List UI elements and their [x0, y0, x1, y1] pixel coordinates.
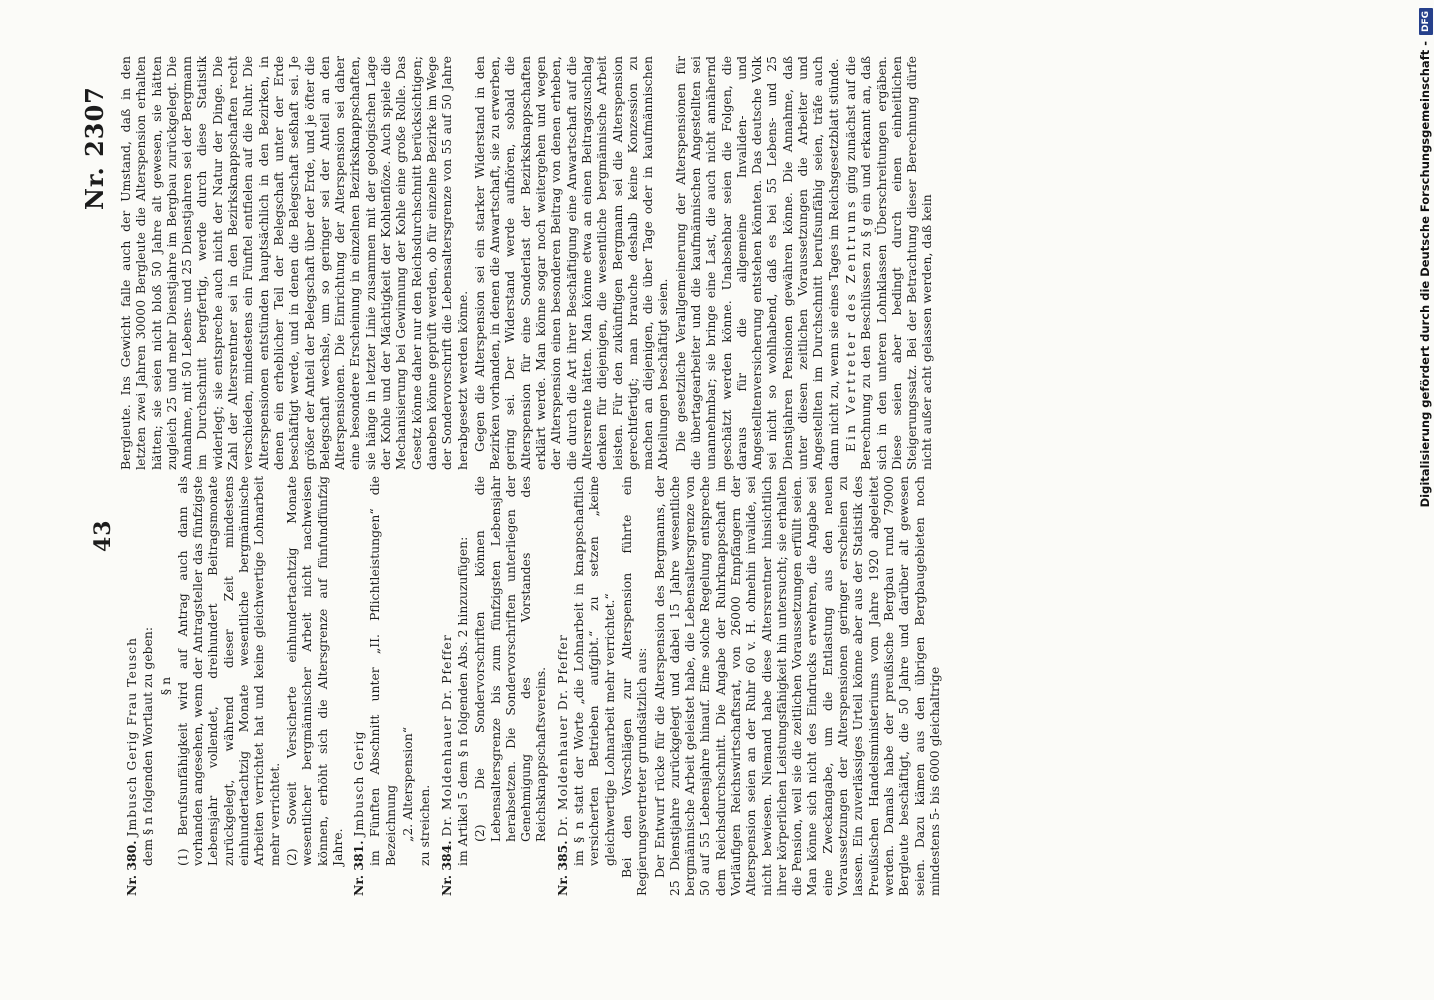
body-paragraph: Gegen die Alterspension sei ein starker Widerstand in den Bezirken vorhanden, in denen die Anwartschaft, sie zu erwerben, gering sei. Der Widerstand werde aufhören, sobald die Alterspension für eine Sonderlast der Bezirksknappschaften erklärt werde. Man könne sogar noch weitergehen und wegen der Alterspension einen besonderen Beitrag von denen erheben, die durch die Art ihrer Beschäftigung eine Anwartschaft auf die Altersrente hätten. Man könne etwa an einen Beitragszuschlag denken für diejenigen, die wesentliche bergmännische Arbeit leisten. Für den zukünftigen Bergmann sei die Alterspension gerechtfertigt; man brauche deshalb keine Konzession zu machen an diejenigen, die über Tage oder in kaufmännischen Abteilungen beschäftigt seien.	[471, 56, 671, 470]
motion-text: (2) Die Sondervorschriften können die Lebensaltersgrenze bis zum fünfzigsten Lebensjahr herabsetzen. Die Sondervorschriften unterliegen der Genehmigung des Vorstandes des Reichsknappschaftsvereins.	[472, 476, 549, 842]
digitization-note	[1412, 8, 1432, 988]
motion-authors: Dr. Moldenhauer Dr. Pfeffer	[438, 634, 454, 837]
motion-381-heading	[351, 476, 366, 896]
motion-385-heading	[555, 476, 570, 896]
motion-number: Nr. 380.	[124, 840, 139, 896]
speaker-name: Ein Vertreter des Zentrums	[842, 198, 858, 452]
body-paragraph: Bergleute. Ins Gewicht falle auch der Umstand, daß in den letzten zwei Jahren 30000 Bergleute die Alterspension erhalten hätten; sie seien nicht bloß 50 Jahre alt gewesen, sie hätten zugleich 25 und mehr Dienstjahre im Bergbau zurückgelegt. Die Annahme, mit 50 Lebens- und 25 Dienstjahren sei der Bergmann im Durchschnitt bergfertig, werde durch diese Statistik widerlegt; sie entspreche auch nicht der Natur der Dinge. Die Zahl der Altersrentner sei in den Bezirksknappschaften recht verschieden, mindestens ein Fünftel entfielen auf die Ruhr. Die Alterspensionen entstünden hauptsächlich in den Bezirken, in denen ein erheblicher Teil der Belegschaft unter der Erde beschäftigt werde, und in denen die Belegschaft seßhaft sei. Je größer der Anteil der Belegschaft über der Erde, und je öfter die Belegschaft wechsle, um so geringer sei der Anteil an den Alterspensionen. Die Einrichtung der Alterspension sei daher eine besondere Erscheinung in einzelnen Bezirksknappschaften, sie hänge in letzter Linie zusammen mit der geologischen Lage der Kohle und der Mächtigkeit der Kohlenflöze. Auch spiele die Mechanisierung bei Gewinnung der Kohle eine große Rolle. Das Gesetz könne daher nur den Reichsdurchschnitt berücksichtigen; daneben könne geprüft werden, ob für einzelne Bezirke im Wege der Sondervorschrift die Lebensaltersgrenze von 55 auf 50 Jahre herabgesetzt werden könne.	[118, 56, 470, 470]
motion-authors: Jmbusch Gerig	[351, 730, 367, 837]
paragraph-sign: § n	[157, 676, 173, 696]
motion-intro: dem § n folgenden Wortlaut zu geben:	[140, 626, 156, 866]
digitization-note-text	[1416, 8, 1434, 988]
motion-text: (2) Soweit Versicherte einhundertachtzig Monate wesentlicher bergmännischer Arbeit nicht nachweisen können, erhöht sich die Altersgrenze auf fünfundfünfzig Jahre.	[283, 476, 345, 866]
speaker-text: ging zunächst auf die Berechnung zu den Beschlüssen zu § g ein und erkannt an, daß sich in den unteren Lohnklassen Überschreitungen ergäben. Diese seien aber bedingt durch einen einheitlichen Steigerungssatz. Bei der Betrachtung dieser Berechnung dürfe nicht außer acht gelassen werden, daß kein	[842, 56, 935, 470]
motion-authors: Jmbusch Gerig Frau Teusch	[124, 636, 139, 837]
motion-384-heading	[439, 476, 454, 896]
motion-text: (1) Berufsunfähigkeit wird auf Antrag auch dann als vorhanden angesehen, wenn der Antragsteller das fünfzigste Lebensjahr vollendet, dreihundert Beitragsmonate zurückgelegt, während dieser Zeit mindestens einhundertachtzig Monate wesentliche bergmännische Arbeiten verrichtet hat und keine gleichwertige Lohnarbeit mehr verrichtet.	[174, 476, 282, 866]
left-column	[118, 476, 1288, 896]
right-column	[118, 56, 1288, 470]
motion-intro: im Fünften Abschnitt unter „II. Pflichtleistungen“ die Bezeichnung	[367, 476, 398, 866]
motion-authors: Dr. Moldenhauer Dr. Pfeffer	[554, 634, 570, 837]
body-paragraph: Bei den Vorschlägen zur Alterspension führte ein Regierungsvertreter grundsätzlich aus:	[618, 476, 650, 896]
motion-end: zu streichen.	[417, 784, 433, 866]
funding-credit: Digitalisierung gefördert durch die Deutsche Forschungsgemeinschaft -	[1418, 41, 1432, 508]
motion-text: im § n statt der Worte „die Lohnarbeit in knappschaftlich versicherten Betrieben aufgibt.“ zu setzen „keine gleichwertige Lohnarbeit mehr verrichtet.“	[571, 476, 617, 866]
body-paragraph: Der Entwurf rücke für die Alterspension des Bergmanns, der 25 Dienstjahre zurückgelegt und dabei 15 Jahre wesentliche bergmännische Arbeit geleistet habe, die Lebensaltersgrenze von 50 auf 55 Lebensjahre hinauf. Eine solche Regelung entspreche dem Reichsdurchschnitt. Die Angabe der Ruhrknappschaft im Vorläufigen Reichswirtschaftsrat, von 26000 Empfängern der Alterspension seien an der Ruhr 60 v. H. ohnehin invalide, sei nicht bewiesen. Niemand habe diese Altersrentner hinsichtlich ihrer körperlichen Leistungsfähigkeit hin untersucht; sie erhalten die Pension, weil sie die zeitlichen Voraussetzungen erfüllt seien. Man könne sich nicht des Eindrucks erwehren, die Angabe sei eine Zweckangabe, um die Entlastung aus den neuen Voraussetzungen der Alterspensionen geringer erscheinen zu lassen. Ein zuverlässiges Urteil könne aber aus der Statistik des Preußischen Handelsministeriums vom Jahre 1920 abgeleitet werden. Damals habe der preußische Bergbau rund 79000 Bergleute beschäftigt, die 50 Jahre und darüber alt gewesen seien. Dazu kämen aus den übrigen Bergbaugebieten noch mindestens 5- bis 6000 gleichaltrige	[651, 476, 942, 896]
motion-quote: „2. Alterspension“	[400, 726, 416, 842]
dfg-logo: DFG	[1419, 8, 1433, 35]
page-number-left: 43	[90, 519, 116, 552]
motion-number: Nr. 381.	[351, 840, 367, 896]
body-paragraph	[843, 56, 935, 470]
motion-number: Nr. 385.	[554, 840, 570, 896]
motion-number: Nr. 384.	[438, 840, 454, 896]
body-paragraph: Die gesetzliche Verallgemeinerung der Alterspensionen für die übertagearbeiter und die kaufmännischen Angestellten sei unannehmbar; sie bringe eine Last, die auch nicht annähernd geschätzt werden könne. Unabsehbar seien die Folgen, die daraus für die allgemeine Invaliden- und Angestelltenversicherung entstehen könnten. Das deutsche Volk sei nicht so wohlhabend, daß es bei 55 Lebens- und 25 Dienstjahren Pensionen gewähren könne. Die Annahme, daß unter diesen zeitlichen Voraussetzungen die Arbeiter und Angestellten im Durchschnitt berufsunfähig seien, träfe auch dann nicht zu, wenn sie eines Tages im Reichsgesetzblatt stünde.	[672, 56, 841, 470]
page-number-right: Nr. 2307	[80, 86, 109, 210]
motion-intro: im Artikel 5 dem § n folgenden Abs. 2 hinzuzufügen:	[454, 536, 470, 866]
motion-380-heading	[124, 476, 139, 896]
